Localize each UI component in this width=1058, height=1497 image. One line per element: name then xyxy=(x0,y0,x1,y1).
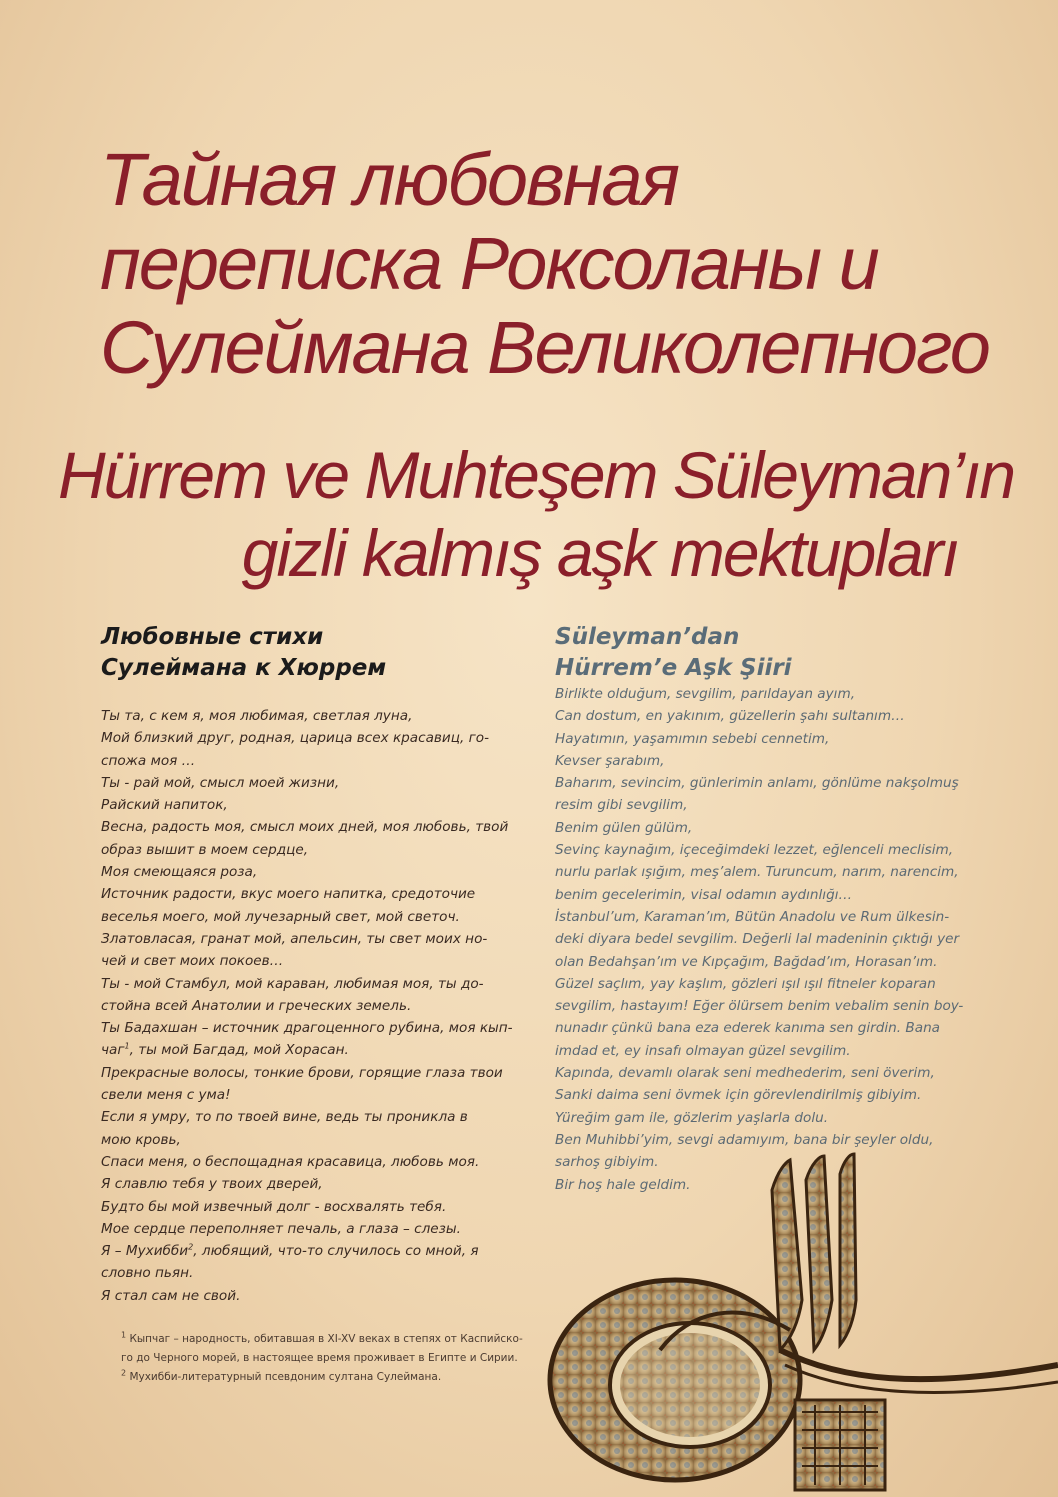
heading-turkish xyxy=(555,622,975,684)
poem-line: Yüreğim gam ile, gözlerim yaşlarla dolu. xyxy=(555,1109,829,1126)
poem-line: Can dostum, en yakınım, güzellerin şahı sultanım… xyxy=(555,708,905,725)
footnote-1-cont: го до Черного морей, в настоящее время проживает в Египте и Сирии. xyxy=(121,1352,518,1364)
poem-line: Мой близкий друг, родная, царица всех красавиц, го- xyxy=(101,730,490,747)
poem-line: sevgilim, hastayım! Eğer ölürsem benim vebalim senin boy- xyxy=(555,998,964,1015)
footnote-number: 2 xyxy=(121,1368,127,1378)
heading-tr-line: Hürrem’e Aşk Şiiri xyxy=(555,655,792,681)
poem-line: свели меня с ума! xyxy=(101,1087,231,1104)
title-russian xyxy=(100,138,1000,390)
poem-line: imdad et, ey insafı olmayan güzel sevgilim. xyxy=(555,1042,851,1059)
poem-line: sarhoş gibiyim. xyxy=(555,1154,659,1171)
poem-line: Birlikte olduğum, sevgilim, parıldayan ayım, xyxy=(555,686,856,702)
poem-line: Kapında, devamlı olarak seni medhederim, seni överim, xyxy=(555,1065,935,1082)
poem-line: Райский напиток, xyxy=(101,797,228,814)
poem-fragment: чаг xyxy=(101,1042,125,1059)
title-ru-line: Сулеймана Великолепного xyxy=(100,306,989,389)
heading-ru-line: Любовные стихи xyxy=(101,624,324,650)
poem-line: nunadır çünkü bana eza ederek kanıma sen girdin. Bana xyxy=(555,1020,941,1037)
poem-line: Мое сердце переполняет печаль, а глаза – слезы. xyxy=(101,1220,461,1237)
poem-line: nurlu parlak ışığım, meş’alem. Turuncum, narım, narencim, xyxy=(555,864,959,881)
poem-line: образ вышит в моем сердце, xyxy=(101,841,309,858)
poem-line: Sanki daima seni övmek için görevlendirilmiş gibiyim. xyxy=(555,1087,922,1104)
poem-line: Я стал сам не свой. xyxy=(101,1287,241,1304)
poem-line: deki diyara bedel sevgilim. Değerli lal madeninin çıktığı yer xyxy=(555,931,960,948)
heading-ru-line: Сулеймана к Хюррем xyxy=(101,655,387,681)
poem-line: спожа моя … xyxy=(101,752,196,769)
poem-line: чей и свет моих покоев… xyxy=(101,953,284,970)
poem-fragment: , ты мой Багдад, мой Хорасан. xyxy=(129,1042,349,1059)
poem-line: мою кровь, xyxy=(101,1131,181,1148)
poem-line: Весна, радость моя, смысл моих дней, моя любовь, твой xyxy=(101,819,509,836)
footnote-text: Кыпчаг – народность, обитавшая в XI-XV веках в степях от Каспийско- xyxy=(129,1333,523,1345)
heading-russian xyxy=(101,622,521,684)
title-tr-line: gizli kalmış aşk mektupları xyxy=(241,516,958,590)
poem-line: Моя смеющаяся роза, xyxy=(101,864,258,881)
poem-line: Hayatımın, yaşamımın sebebi cennetim, xyxy=(555,730,830,747)
poem-line: Sevinç kaynağım, içeceğimdeki lezzet, eğlenceli meclisim, xyxy=(555,842,954,859)
poem-line: resim gibi sevgilim, xyxy=(555,797,688,814)
poem-line: Baharım, sevincim, günlerimin anlamı, gönlüme nakşolmuş xyxy=(555,775,959,792)
poem-line: Ты - рай мой, смысл моей жизни, xyxy=(101,774,340,791)
poem-line xyxy=(101,1039,511,1061)
poem-line: Ты Бадахшан – источник драгоценного рубина, моя кып- xyxy=(101,1020,513,1037)
poem-line: Прекрасные волосы, тонкие брови, горящие глаза твои xyxy=(101,1064,503,1081)
title-turkish xyxy=(58,436,1015,592)
title-ru-line: Тайная любовная xyxy=(100,138,679,221)
poem-line: стойна всей Анатолии и греческих земель. xyxy=(101,997,412,1014)
footnote-1 xyxy=(121,1330,521,1349)
poem-line: benim gecelerimin, visal odamın aydınlığı… xyxy=(555,886,853,903)
poem-line: Я славлю тебя у твоих дверей, xyxy=(101,1176,323,1193)
poem-line: Güzel saçlım, yay kaşlım, gözleri ışıl ışıl fitneler koparan xyxy=(555,975,936,992)
poem-line: Bir hoş hale geldim. xyxy=(555,1176,691,1193)
poem-fragment: , любящий, что-то случилось со мной, я xyxy=(193,1243,479,1260)
poem-line: Ben Muhibbi’yim, sevgi adamıyım, bana bir şeyler oldu, xyxy=(555,1131,934,1148)
heading-tr-line: Süleyman’dan xyxy=(555,624,740,650)
footnote-ref-1: 1 xyxy=(124,1041,130,1051)
title-tr-line: Hürrem ve Muhteşem Süleyman’ın xyxy=(58,438,1015,512)
poem-russian xyxy=(101,705,511,1307)
poem-line: Ты - мой Стамбул, мой караван, любимая моя, ты до- xyxy=(101,975,484,992)
poem-line: İstanbul’um, Karaman’ım, Bütün Anadolu ve Rum ülkesin- xyxy=(555,908,950,925)
title-ru-line: переписка Роксоланы и xyxy=(100,222,878,305)
footnote-ref-2: 2 xyxy=(188,1242,194,1252)
footnote-2 xyxy=(121,1368,521,1387)
poem-line: Если я умру, то по твоей вине, ведь ты проникла в xyxy=(101,1109,468,1126)
poem-line: веселья моего, мой лучезарный свет, мой светоч. xyxy=(101,908,460,925)
poem-turkish xyxy=(555,683,965,1196)
poem-line: Спаси меня, о беспощадная красавица, любовь моя. xyxy=(101,1153,480,1170)
tughra-calligraphy-image xyxy=(540,1150,1058,1497)
poem-line: Kevser şarabım, xyxy=(555,752,665,769)
poem-line: olan Bedahşan’ım ve Kıpçağım, Bağdad’ım, Horasan’ım. xyxy=(555,953,938,970)
poem-line: Будто бы мой извечный долг - восхвалять тебя. xyxy=(101,1198,447,1215)
poem-line xyxy=(101,1240,511,1262)
poem-line: Benim gülen gülüm, xyxy=(555,819,693,836)
footnote-number: 1 xyxy=(121,1330,127,1340)
poem-line: Ты та, с кем я, моя любимая, светлая луна, xyxy=(101,708,413,724)
poem-line: Златовласая, гранат мой, апельсин, ты свет моих но- xyxy=(101,930,488,947)
footnote-text: Мухибби-литературный псевдоним султана Сулеймана. xyxy=(129,1371,442,1383)
poem-line: словно пьян. xyxy=(101,1265,194,1282)
poem-fragment: Я – Мухибби xyxy=(101,1243,189,1260)
poem-line: Источник радости, вкус моего напитка, средоточие xyxy=(101,886,476,903)
footnotes xyxy=(121,1330,521,1387)
